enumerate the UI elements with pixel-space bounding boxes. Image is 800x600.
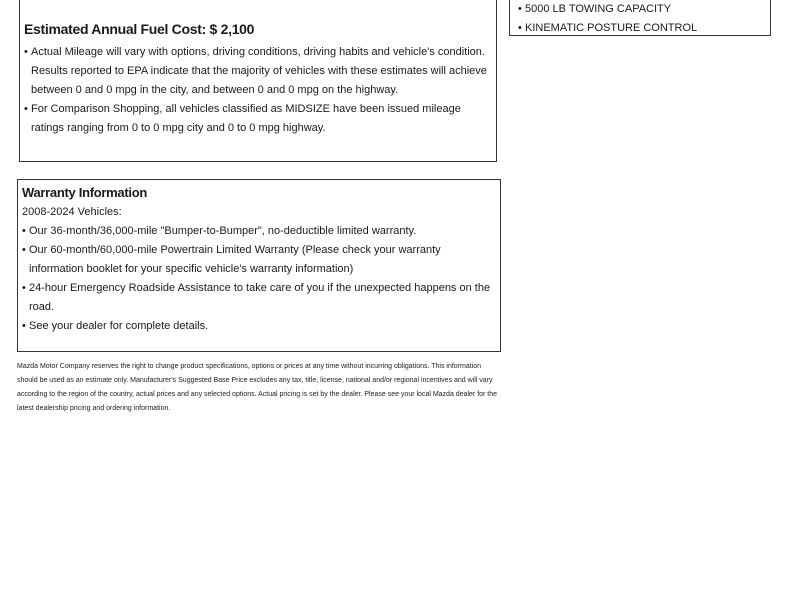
features-list xyxy=(518,0,697,38)
warranty-title: Warranty Information xyxy=(22,185,147,200)
bullet-icon: • xyxy=(22,282,26,294)
feature-item: • KINEMATIC POSTURE CONTROL xyxy=(518,19,697,38)
bullet-icon: • xyxy=(22,244,26,256)
bullet-icon: • xyxy=(22,225,26,237)
fuel-notes-list xyxy=(24,43,492,138)
warranty-subtitle: 2008-2024 Vehicles: xyxy=(22,206,122,218)
fuel-note-item: • Actual Mileage will vary with options, driving conditions, driving habits and vehicle's condition. Results reported to EPA indicate that the majority of vehicles with these estimates will achieve between 0 and 0 mpg in the city, and between 0 and 0 mpg on the highway. xyxy=(24,43,492,100)
warranty-item: • 24-hour Emergency Roadside Assistance to take care of you if the unexpected happens on the road. xyxy=(22,279,496,317)
bullet-icon: • xyxy=(24,46,28,58)
fuel-economy-panel xyxy=(19,0,497,162)
bullet-icon: • xyxy=(518,22,522,34)
bullet-icon: • xyxy=(24,103,28,115)
warranty-item: • Our 60-month/60,000-mile Powertrain Limited Warranty (Please check your warranty information booklet for your specific vehicle's warranty information) xyxy=(22,241,496,279)
feature-item: • 5000 LB TOWING CAPACITY xyxy=(518,0,697,19)
warranty-item: • See your dealer for complete details. xyxy=(22,317,496,336)
fuel-cost-title: Estimated Annual Fuel Cost: $ 2,100 xyxy=(24,21,255,37)
bullet-icon: • xyxy=(518,3,522,15)
warranty-panel xyxy=(17,179,501,352)
warranty-item: • Our 36-month/36,000-mile "Bumper-to-Bumper", no-deductible limited warranty. xyxy=(22,222,496,241)
features-panel xyxy=(509,0,771,36)
warranty-list xyxy=(22,222,496,336)
fuel-note-item: • For Comparison Shopping, all vehicles classified as MIDSIZE have been issued mileage ratings ranging from 0 to 0 mpg city and 0 to 0 mpg highway. xyxy=(24,100,492,138)
bullet-icon: • xyxy=(22,320,26,332)
disclaimer-text: Mazda Motor Company reserves the right to change product specifications, options or prices at any time without incurring obligations. This information should be used as an estimate only. Manufacturer's Suggested Base Price excludes any tax, title, license, national and/or regional incentives and will vary according to the region of the country, actual prices and any selected options. Actual pricing is set by the dealer. Please see your local Mazda dealer for the latest dealership pricing and ordering information. xyxy=(17,363,498,412)
